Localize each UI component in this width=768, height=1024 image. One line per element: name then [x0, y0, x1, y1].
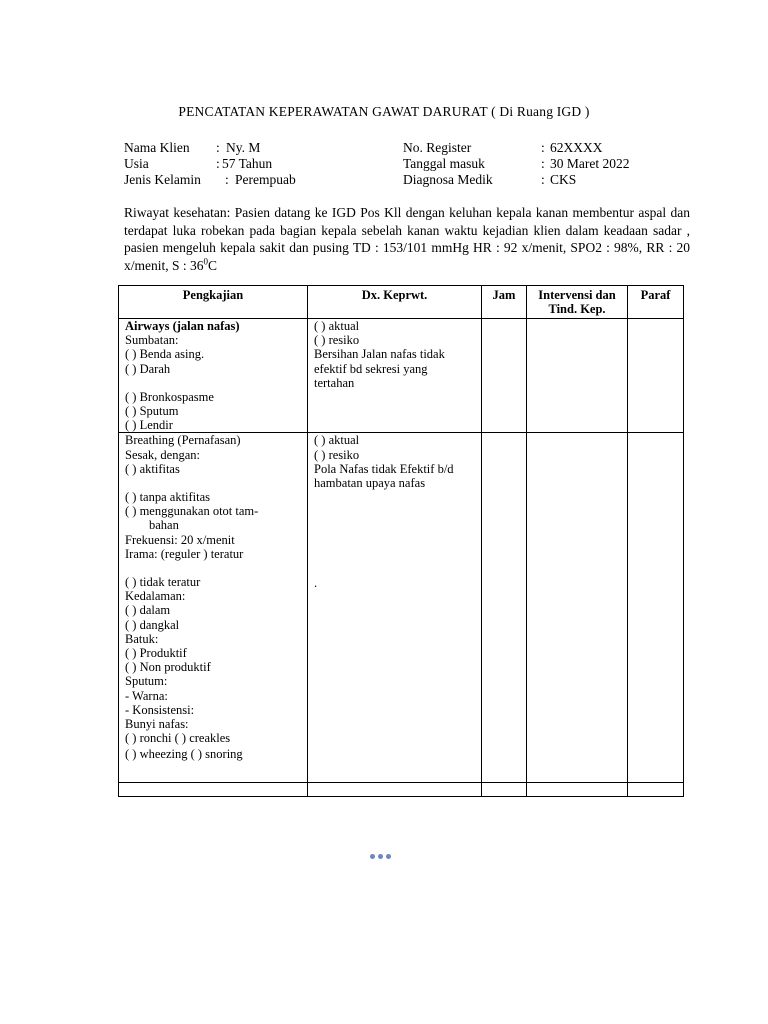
- table-row-airways: [119, 319, 684, 433]
- admission-date-row: Tanggal masuk : 30 Maret 2022: [403, 156, 630, 171]
- empty-cell: [628, 783, 684, 797]
- patient-name-value: Ny. M: [226, 140, 261, 155]
- header-nursing-diagnosis: Dx. Keprwt.: [308, 286, 482, 319]
- health-history: Riwayat kesehatan: Pasien datang ke IGD Pos Kll dengan keluhan kepala kanan membentur aspal dan terdapat luka robekan pada bagian kepala sebelah kanan waktu kejadian klien dalam keadaan sadar , pasien mengeluh kepala sakit dan pusing TD : 153/101 mmHg HR : 92 x/menit, SPO2 : 98%, RR : 20 x/menit, S : $36^0C$: [124, 205, 690, 273]
- empty-cell: [482, 783, 527, 797]
- empty-cell: [308, 783, 482, 797]
- breathing-signature-cell: [628, 433, 684, 783]
- assessment-table: [118, 285, 684, 797]
- patient-gender-row: Jenis Kelamin : Perempuab: [124, 172, 296, 187]
- airways-time-cell: [482, 319, 527, 433]
- header-signature: Paraf: [628, 286, 684, 319]
- breathing-intervention-cell: [527, 433, 628, 783]
- patient-age-row: Usia : 57 Tahun: [124, 156, 273, 171]
- airways-diagnosis-cell: ( ) aktual ( ) resiko Bersihan Jalan nafas tidak efektif bd sekresi yang tertahan: [308, 319, 482, 433]
- medical-diagnosis-row: Diagnosa Medik : CKS: [403, 172, 577, 187]
- breathing-time-cell: [482, 433, 527, 783]
- table-header-row: [119, 286, 684, 319]
- airways-assessment-cell: Airways (jalan nafas) Sumbatan: ( ) Benda asing. ( ) Darah ( ) Bronkospasme ( ) Sputum ( ) Lendir: [119, 319, 308, 433]
- register-value: 62XXXX: [550, 140, 603, 155]
- empty-cell: [527, 783, 628, 797]
- admission-date-value: 30 Maret 2022: [550, 156, 630, 171]
- patient-name-row: Nama Klien : Ny. M: [124, 140, 261, 155]
- patient-info-right: [403, 140, 663, 188]
- table-row-empty: [119, 783, 684, 797]
- table-row-breathing: [119, 433, 684, 783]
- more-pages-icon[interactable]: [370, 846, 398, 854]
- header-assessment: Pengkajian: [119, 286, 308, 319]
- register-row: No. Register : 62XXXX: [403, 140, 603, 155]
- patient-info-left: [124, 140, 384, 188]
- header-time: Jam: [482, 286, 527, 319]
- medical-diagnosis-value: CKS: [550, 172, 577, 187]
- airways-title: Airways (jalan nafas): [125, 319, 240, 333]
- patient-age-value: 57 Tahun: [222, 156, 273, 171]
- breathing-diagnosis-cell: ( ) aktual ( ) resiko Pola Nafas tidak Efektif b/d hambatan upaya nafas .: [308, 433, 482, 783]
- patient-gender-value: Perempuab: [235, 172, 296, 187]
- empty-cell: [119, 783, 308, 797]
- document-title: PENCATATAN KEPERAWATAN GAWAT DARURAT ( Di Ruang IGD ): [178, 104, 590, 119]
- airways-signature-cell: [628, 319, 684, 433]
- header-intervention: Intervensi dan Tind. Kep.: [527, 286, 628, 319]
- airways-intervention-cell: [527, 319, 628, 433]
- breathing-assessment-cell: Breathing (Pernafasan) Sesak, dengan: ( ) aktifitas ( ) tanpa aktifitas ( ) menggunakan otot tam- bahan Frekuensi: 20 x/menit Irama: (reguler ) teratur ( ) tidak teratur Kedalaman: ( ) dalam ( ) dangkal Batuk: ( ) Produktif ( ) Non produktif Sputum: - Warna: - Konsistensi: Bunyi nafas: ( ) ronchi ( ) creakles ( ) wheezing ( ) snoring: [119, 433, 308, 783]
